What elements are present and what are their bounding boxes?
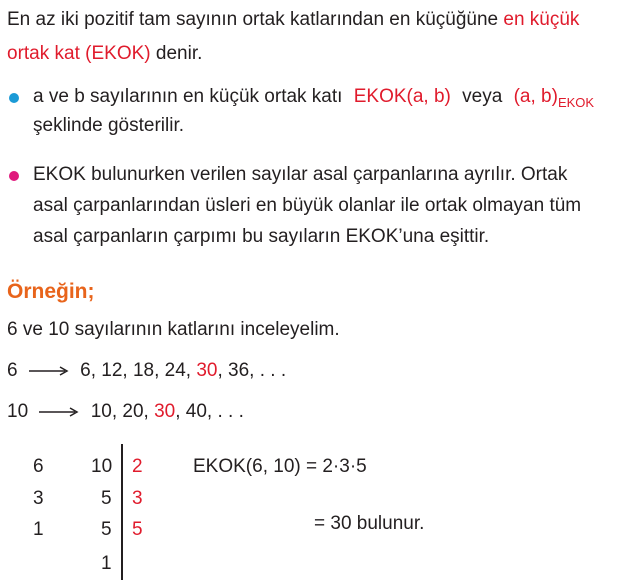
- bullet-2-line-2: asal çarpanlarından üsleri en büyük olanlar ile ortak olmayan tüm: [33, 195, 582, 216]
- example-heading: Örneğin;: [7, 280, 95, 303]
- col2-value: 5: [101, 488, 112, 509]
- col2-value: 10: [91, 456, 113, 477]
- bullet-2-line-3: asal çarpanların çarpımı bu sayıların EKOK’una eşittir.: [33, 226, 490, 247]
- row-6-multiples: 6, 12, 18, 24,: [80, 360, 192, 381]
- intro-text-end: denir.: [155, 43, 203, 64]
- bullet-1-text: a ve b sayılarının en küçük ortak katı: [33, 86, 343, 107]
- ekok-subscript: EKOK: [557, 95, 595, 110]
- example-sentence: 6 ve 10 sayılarının katlarını inceleyelim.: [7, 319, 340, 340]
- prime-factor: 2: [132, 456, 143, 477]
- pink-bullet-icon: [9, 171, 19, 181]
- col2-value: 5: [101, 519, 112, 540]
- prime-factor: 5: [132, 519, 143, 540]
- col1-value: 3: [33, 488, 44, 509]
- intro-line-2: [7, 42, 202, 66]
- bullet-1-line-1: [33, 85, 594, 110]
- ekok-alt-pair: (a, b): [513, 86, 558, 107]
- intro-highlight-1: en küçük: [503, 9, 580, 30]
- row-10-label: 10: [7, 401, 29, 422]
- bullet-1-line-2: şeklinde gösterilir.: [33, 115, 185, 136]
- col2-value: 1: [101, 553, 112, 574]
- bullet-1-or: veya: [462, 86, 503, 107]
- right-arrow-icon: [27, 365, 71, 377]
- row-10-multiples: 10, 20,: [90, 401, 149, 422]
- division-line: [121, 444, 123, 580]
- col1-value: 1: [33, 519, 44, 540]
- right-arrow-icon: [37, 406, 81, 418]
- row-6-rest: , 36, . . .: [217, 360, 287, 381]
- prime-factor: 3: [132, 488, 143, 509]
- col1-value: 6: [33, 456, 44, 477]
- intro-text: En az iki pozitif tam sayının ortak katlarından en küçüğüne: [7, 9, 499, 30]
- intro-highlight-2: ortak kat (EKOK): [7, 43, 151, 64]
- multiples-row-10: [7, 400, 244, 424]
- row-10-rest: , 40, . . .: [175, 401, 244, 422]
- multiples-row-6: [7, 359, 286, 383]
- bullet-2-line-1: EKOK bulunurken verilen sayılar asal çarpanlarına ayrılır. Ortak: [33, 164, 568, 185]
- blue-bullet-icon: [9, 93, 19, 103]
- ekok-equation: EKOK(6, 10) = 2·3·5: [193, 456, 367, 477]
- row-10-common: 30: [154, 401, 176, 422]
- intro-line-1: [7, 8, 579, 32]
- ekok-alt-notation: [513, 86, 595, 110]
- ekok-notation: EKOK(a, b): [353, 86, 451, 107]
- row-6-label: 6: [7, 360, 18, 381]
- row-6-common: 30: [196, 360, 218, 381]
- ekok-result: = 30 bulunur.: [314, 513, 425, 534]
